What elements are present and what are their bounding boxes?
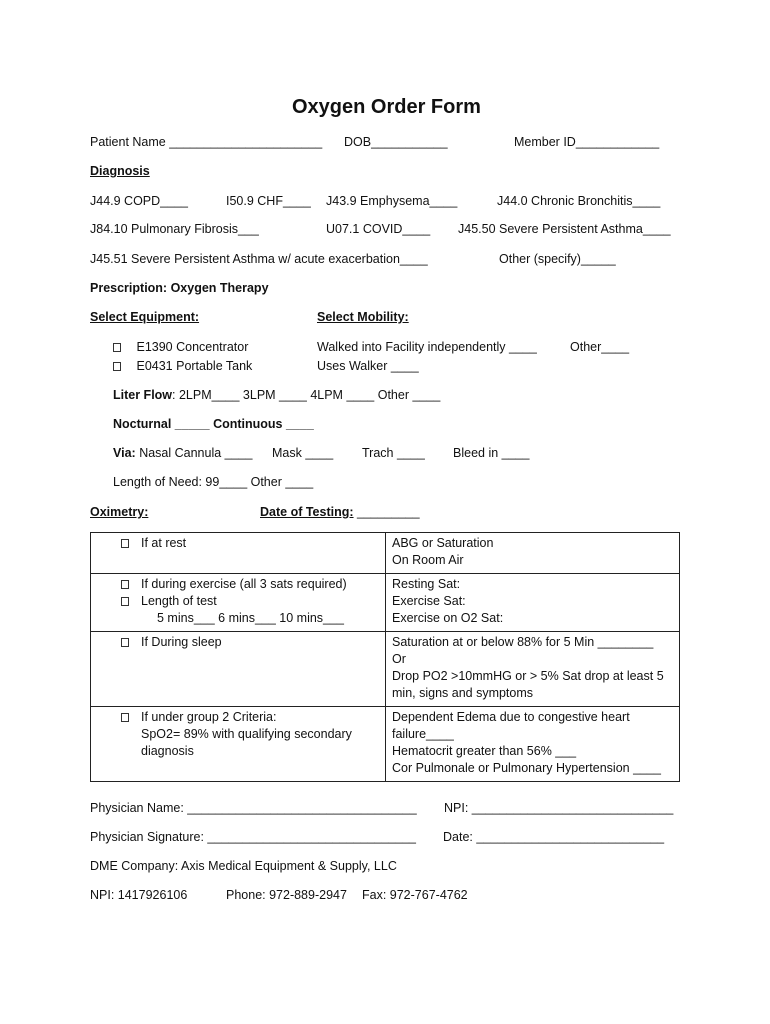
table-cell-text: Exercise on O2 Sat: xyxy=(392,611,504,625)
table-cell xyxy=(386,533,680,574)
page-title: Oxygen Order Form xyxy=(292,96,481,118)
table-cell-text: diagnosis xyxy=(141,744,194,758)
via-trach[interactable]: Trach ____ xyxy=(362,446,425,460)
diagnosis-heading: Diagnosis xyxy=(90,164,150,178)
date-of-testing-blank[interactable]: _________ xyxy=(357,505,420,519)
equipment-heading: Select Equipment: xyxy=(90,310,200,324)
table-row xyxy=(91,632,680,707)
equipment-concentrator[interactable] xyxy=(113,340,248,354)
liter-flow-options[interactable]: : 2LPM____ 3LPM ____ 4LPM ____ Other ____ xyxy=(172,388,441,402)
test-length-options[interactable]: 5 mins___ 6 mins___ 10 mins___ xyxy=(157,611,344,625)
oximetry-option: If during exercise (all 3 sats required) xyxy=(141,577,347,591)
equipment-portable-tank-label: E0431 Portable Tank xyxy=(136,359,253,373)
table-cell xyxy=(91,574,386,632)
checkbox-icon[interactable] xyxy=(121,713,129,722)
table-cell-text: Exercise Sat: xyxy=(392,594,466,608)
table-cell-text: min, signs and symptoms xyxy=(392,686,534,700)
oximetry-option: If under group 2 Criteria: xyxy=(141,710,277,724)
table-cell xyxy=(386,632,680,707)
checkbox-icon[interactable] xyxy=(121,580,129,589)
member-id-field[interactable]: Member ID____________ xyxy=(514,135,660,149)
physician-npi-field[interactable]: NPI: _____________________________ xyxy=(444,801,674,815)
diagnosis-severe-asthma[interactable]: J45.50 Severe Persistent Asthma____ xyxy=(458,222,671,236)
nocturnal-field[interactable]: Nocturnal _____ xyxy=(113,417,210,431)
checkbox-icon[interactable] xyxy=(113,362,121,371)
dme-npi: NPI: 1417926106 xyxy=(90,888,188,902)
date-of-testing[interactable] xyxy=(260,505,420,519)
table-cell-text: Cor Pulmonale or Pulmonary Hypertension ____ xyxy=(392,761,661,775)
diagnosis-other[interactable]: Other (specify)_____ xyxy=(499,252,616,266)
date-of-testing-label: Date of Testing: xyxy=(260,505,354,519)
dme-company: DME Company: Axis Medical Equipment & Supply, LLC xyxy=(90,859,397,873)
via-mask[interactable]: Mask ____ xyxy=(272,446,334,460)
diagnosis-emphysema[interactable]: J43.9 Emphysema____ xyxy=(326,194,458,208)
table-cell-text: On Room Air xyxy=(392,553,464,567)
table-cell-text: Drop PO2 >10mmHG or > 5% Sat drop at least 5 xyxy=(392,669,664,683)
table-cell-text: Hematocrit greater than 56% ___ xyxy=(392,744,577,758)
table-row xyxy=(91,574,680,632)
via-bleed-in[interactable]: Bleed in ____ xyxy=(453,446,530,460)
table-cell-text: failure____ xyxy=(392,727,454,741)
dob-field[interactable]: DOB___________ xyxy=(344,135,448,149)
checkbox-icon[interactable] xyxy=(121,597,129,606)
table-cell-text: Resting Sat: xyxy=(392,577,461,591)
table-row xyxy=(91,533,680,574)
oximetry-table xyxy=(90,532,680,782)
diagnosis-copd[interactable]: J44.9 COPD____ xyxy=(90,194,188,208)
mobility-walked[interactable]: Walked into Facility independently ____ xyxy=(317,340,537,354)
equipment-concentrator-label: E1390 Concentrator xyxy=(136,340,249,354)
oximetry-heading: Oximetry: xyxy=(90,505,149,519)
liter-flow-label: Liter Flow xyxy=(113,388,173,402)
table-cell-text: Dependent Edema due to congestive heart xyxy=(392,710,630,724)
table-cell-text: Or xyxy=(392,652,406,666)
patient-name-field[interactable]: Patient Name ______________________ xyxy=(90,135,323,149)
diagnosis-covid[interactable]: U07.1 COVID____ xyxy=(326,222,431,236)
continuous-field[interactable]: Continuous ____ xyxy=(213,417,314,431)
length-of-need[interactable]: Length of Need: 99____ Other ____ xyxy=(113,475,314,489)
diagnosis-asthma-exacerbation[interactable]: J45.51 Severe Persistent Asthma w/ acute exacerbation____ xyxy=(90,252,428,266)
diagnosis-pulmonary-fibrosis[interactable]: J84.10 Pulmonary Fibrosis___ xyxy=(90,222,259,236)
table-cell-text: Saturation at or below 88% for 5 Min ________ xyxy=(392,635,654,649)
signature-date-field[interactable]: Date: ___________________________ xyxy=(443,830,665,844)
mobility-other[interactable]: Other____ xyxy=(570,340,630,354)
via-label: Via: xyxy=(113,446,136,460)
table-cell xyxy=(386,574,680,632)
nocturnal-row xyxy=(113,417,314,431)
via-row xyxy=(113,446,252,460)
physician-signature-field[interactable]: Physician Signature: ______________________________ xyxy=(90,830,416,844)
checkbox-icon[interactable] xyxy=(113,343,121,352)
diagnosis-chronic-bronchitis[interactable]: J44.0 Chronic Bronchitis____ xyxy=(497,194,661,208)
table-cell-text: ABG or Saturation xyxy=(392,536,494,550)
table-cell-text: SpO2= 89% with qualifying secondary xyxy=(141,727,352,741)
mobility-walker[interactable]: Uses Walker ____ xyxy=(317,359,419,373)
dme-fax: Fax: 972-767-4762 xyxy=(362,888,468,902)
table-cell xyxy=(91,707,386,782)
checkbox-icon[interactable] xyxy=(121,539,129,548)
table-cell xyxy=(91,533,386,574)
physician-name-field[interactable]: Physician Name: _________________________________ xyxy=(90,801,417,815)
diagnosis-chf[interactable]: I50.9 CHF____ xyxy=(226,194,311,208)
oximetry-option: Length of test xyxy=(141,594,217,608)
table-row xyxy=(91,707,680,782)
via-nasal-cannula[interactable]: Nasal Cannula ____ xyxy=(139,446,253,460)
oximetry-option: If During sleep xyxy=(141,635,222,649)
table-cell xyxy=(91,632,386,707)
dme-phone: Phone: 972-889-2947 xyxy=(226,888,347,902)
equipment-portable-tank[interactable] xyxy=(113,359,252,373)
checkbox-icon[interactable] xyxy=(121,638,129,647)
liter-flow-row xyxy=(113,388,440,402)
prescription-label: Prescription: Oxygen Therapy xyxy=(90,281,269,295)
oximetry-option: If at rest xyxy=(141,536,187,550)
table-cell xyxy=(386,707,680,782)
mobility-heading: Select Mobility: xyxy=(317,310,409,324)
